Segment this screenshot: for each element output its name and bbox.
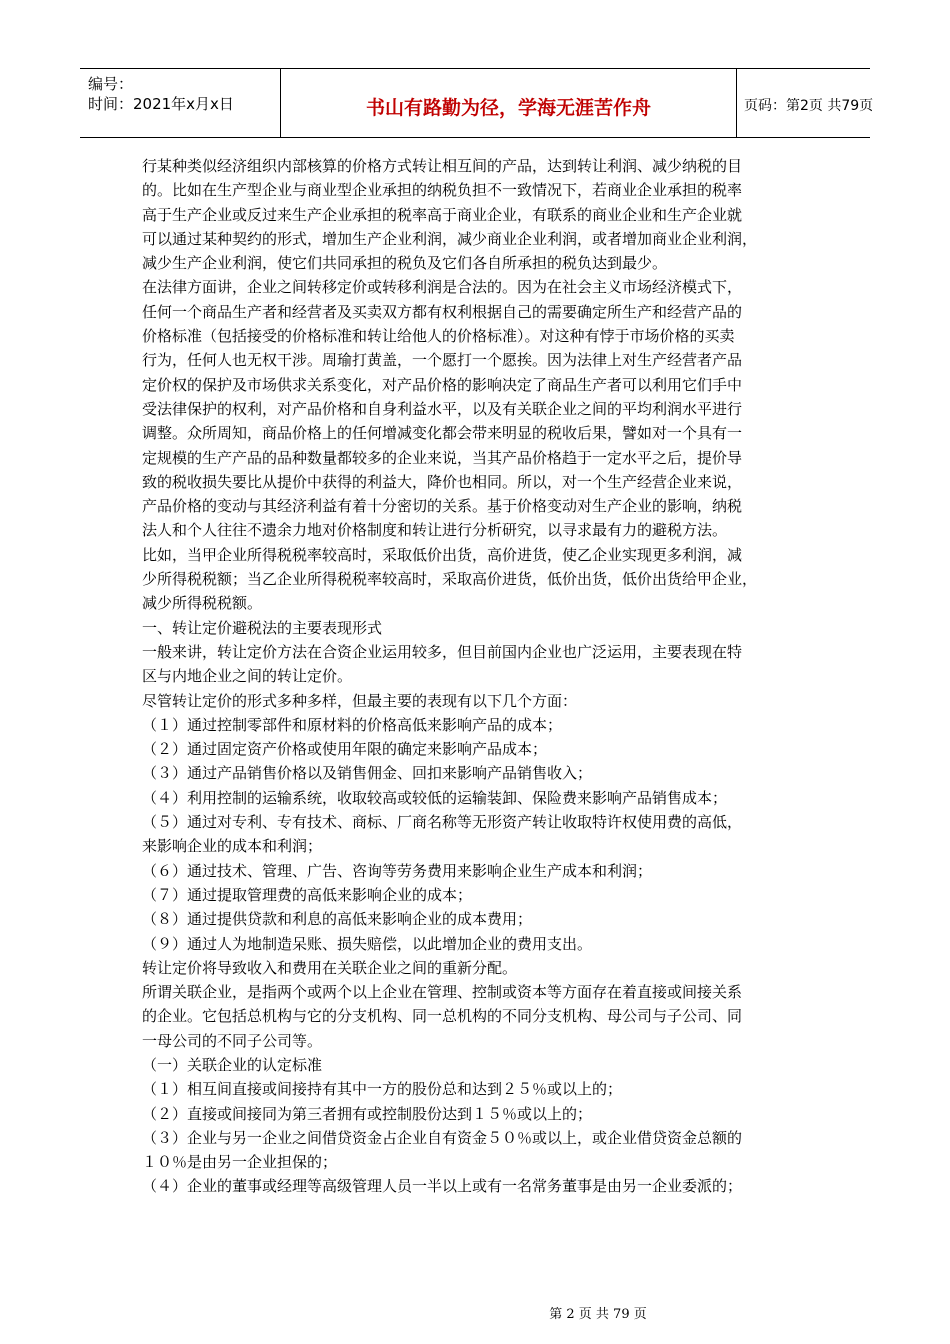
body-text-line: 调整。众所周知，商品价格上的任何增减变化都会带来明显的税收后果，譬如对一个具有一 <box>142 424 743 443</box>
body-text-line: 高于生产企业或反过来生产企业承担的税率高于商业企业，有联系的商业企业和生产企业就 <box>142 205 743 224</box>
body-text-line: 致的税收损失要比从提价中获得的利益大，降价也相同。所以，对一个生产经营企业来说， <box>142 472 743 491</box>
header-left-cell <box>80 69 280 137</box>
document-date-label: 时间：2021年x月x日 <box>88 95 234 113</box>
body-text-line: 一母公司的不同子公司等。 <box>142 1031 323 1050</box>
body-text-line: 区与内地企业之间的转让定价。 <box>142 667 353 686</box>
body-text-line: 来影响企业的成本和利润； <box>142 837 323 856</box>
body-text-line: 价格标准（包括接受的价格标准和转让给他人的价格标准）。对这种有悖于市场价格的买卖 <box>142 327 735 346</box>
body-text-line: 在法律方面讲，企业之间转移定价或转移利润是合法的。因为在社会主义市场经济模式下， <box>142 278 743 297</box>
body-text-line: １０％是由另一企业担保的； <box>142 1153 338 1172</box>
body-text-line: 所谓关联企业，是指两个或两个以上企业在管理、控制或资本等方面存在着直接或间接关系 <box>142 983 743 1002</box>
body-text-line: 的企业。它包括总机构与它的分支机构、同一总机构的不同分支机构、母公司与子公司、同 <box>142 1007 743 1026</box>
body-text-line: （６）通过技术、管理、广告、咨询等劳务费用来影响企业生产成本和利润； <box>142 861 653 880</box>
body-text-line: （４）企业的董事或经理等高级管理人员一半以上或有一名常务董事是由另一企业委派的； <box>142 1177 743 1196</box>
body-text-line: （２）通过固定资产价格或使用年限的确定来影响产品成本； <box>142 740 548 759</box>
body-text-line: （９）通过人为地制造呆账、损失赔偿，以此增加企业的费用支出。 <box>142 934 593 953</box>
body-text-line: 行为，任何人也无权干涉。周瑜打黄盖，一个愿打一个愿挨。因为法律上对生产经营者产品 <box>142 351 743 370</box>
body-text-line: 受法律保护的权利，对产品价格和自身利益水平，以及有关联企业之间的平均利润水平进行 <box>142 399 743 418</box>
body-text-line: 法人和个人往往不遗余力地对价格制度和转让进行分析研究，以寻求最有力的避税方法。 <box>142 521 728 540</box>
document-body <box>142 154 822 1199</box>
body-text-line: （４）利用控制的运输系统，收取较高或较低的运输装卸、保险费来影响产品销售成本； <box>142 788 728 807</box>
body-text-line: 定价权的保护及市场供求关系变化，对产品价格的影响决定了商品生产者可以利用它们手中 <box>142 375 743 394</box>
document-code-label: 编号： <box>88 75 134 93</box>
body-text-line: （１）相互间直接或间接持有其中一方的股份总和达到２５％或以上的； <box>142 1080 623 1099</box>
header-motto: 书山有路勤为径，学海无涯苦作舟 <box>365 97 651 119</box>
page-header <box>80 68 874 138</box>
body-text-line: 可以通过某种契约的形式，增加生产企业利润，减少商业企业利润，或者增加商业企业利润， <box>142 229 758 248</box>
page-footer: 第 2 页 共 79 页 <box>549 1307 647 1322</box>
body-text-line: 产品价格的变动与其经济利益有着十分密切的关系。基于价格变动对生产企业的影响，纳税 <box>142 497 743 516</box>
body-text-line: 定规模的生产产品的品种数量都较多的企业来说，当其产品价格趋于一定水平之后，提价导 <box>142 448 743 467</box>
body-text-line: 的。比如在生产型企业与商业型企业承担的纳税负担不一致情况下，若商业企业承担的税率 <box>142 181 743 200</box>
body-text-line: （３）企业与另一企业之间借贷资金占企业自有资金５０％或以上，或企业借贷资金总额的 <box>142 1128 743 1147</box>
body-text-line: 任何一个商品生产者和经营者及买卖双方都有权利根据自己的需要确定所生产和经营产品的 <box>142 302 743 321</box>
body-text-line: （２）直接或间接同为第三者拥有或控制股份达到１５％或以上的； <box>142 1104 593 1123</box>
body-text-line: （７）通过提取管理费的高低来影响企业的成本； <box>142 885 473 904</box>
body-text-line: （３）通过产品销售价格以及销售佣金、回扣来影响产品销售收入； <box>142 764 593 783</box>
body-text-line: （１）通过控制零部件和原材料的价格高低来影响产品的成本； <box>142 715 563 734</box>
body-text-line: 减少所得税税额。 <box>142 594 263 613</box>
body-text-line: 少所得税税额；当乙企业所得税税率较高时，采取高价进货，低价出货，低价出货给甲企业， <box>142 570 758 589</box>
body-text-line: 减少生产企业利润，使它们共同承担的税负及它们各自所承担的税负达到最少。 <box>142 254 668 273</box>
header-motto-cell <box>280 69 737 137</box>
body-text-line: （５）通过对专利、专有技术、商标、厂商名称等无形资产转让收取特许权使用费的高低， <box>142 813 743 832</box>
body-text-line: （一）关联企业的认定标准 <box>142 1055 323 1074</box>
header-right-cell <box>736 69 874 137</box>
body-text-line: 一、转让定价避税法的主要表现形式 <box>142 618 383 637</box>
body-text-line: （８）通过提供贷款和利息的高低来影响企业的成本费用； <box>142 910 533 929</box>
body-text-line: 比如，当甲企业所得税税率较高时，采取低价出货，高价进货，使乙企业实现更多利润，减 <box>142 545 743 564</box>
body-text-line: 行某种类似经济组织内部核算的价格方式转让相互间的产品，达到转让利润、减少纳税的目 <box>142 157 743 175</box>
header-page-info: 页码：第2页 共79页 <box>744 98 874 114</box>
body-text-line: 转让定价将导致收入和费用在关联企业之间的重新分配。 <box>142 958 518 977</box>
body-text-line: 一般来讲，转让定价方法在合资企业运用较多，但目前国内企业也广泛运用，主要表现在特 <box>142 642 743 661</box>
body-text-line: 尽管转让定价的形式多种多样，但最主要的表现有以下几个方面： <box>142 691 578 710</box>
